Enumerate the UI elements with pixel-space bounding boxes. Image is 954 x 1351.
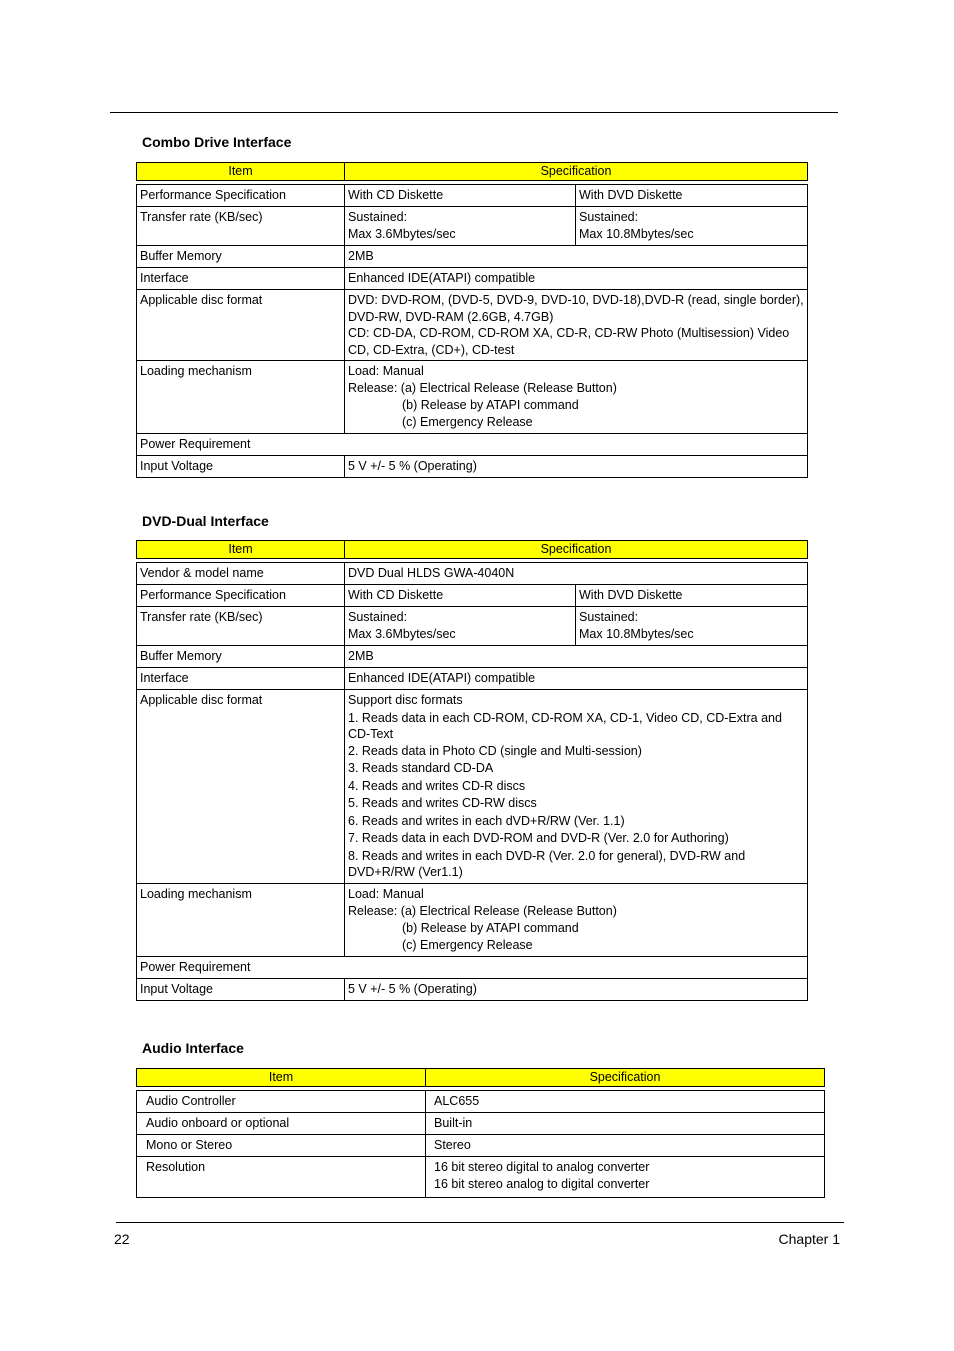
row-value: ALC655: [426, 1091, 825, 1113]
format-line: Support disc formats: [348, 693, 463, 707]
table-row: [137, 207, 808, 246]
format-line: 2. Reads data in Photo CD (single and Multi-session): [348, 743, 642, 758]
table-row: [137, 956, 808, 978]
combo-table: [136, 162, 808, 478]
format-line: 3. Reads standard CD-DA: [348, 761, 494, 775]
row-item: Buffer Memory: [137, 646, 345, 668]
row-value: 5 V +/- 5 % (Operating): [345, 978, 808, 1000]
row-item: Performance Specification: [137, 585, 345, 607]
row-value: Load: Manual Release: (a) Electrical Release (Release Button) (b) Release by ATAPI command (c) Emergency Release: [345, 361, 808, 434]
row-value: Sustained: Max 10.8Mbytes/sec: [576, 207, 808, 246]
row-item: Loading mechanism: [137, 361, 345, 434]
row-value: With DVD Diskette: [576, 585, 808, 607]
chapter-label: Chapter 1: [778, 1231, 840, 1247]
row-value: Stereo: [426, 1135, 825, 1157]
row-item: Applicable disc format: [137, 290, 345, 361]
combo-title: Combo Drive Interface: [142, 134, 292, 150]
row-item: Audio Controller: [137, 1091, 426, 1113]
table-row: [137, 185, 808, 207]
row-value: [345, 690, 808, 884]
table-row: [137, 456, 808, 478]
format-line: 8. Reads and writes in each DVD-R (Ver. 2.0 for general), DVD-RW and DVD+R/RW (Ver1.1): [348, 848, 746, 879]
table-row: [137, 883, 808, 956]
header-item: Item: [137, 1069, 426, 1087]
row-value: 2MB: [345, 646, 808, 668]
table-header-row: [137, 1069, 825, 1087]
table-row: [137, 607, 808, 646]
row-value: [345, 290, 808, 361]
row-item: Performance Specification: [137, 185, 345, 207]
dvd-title: DVD-Dual Interface: [142, 513, 269, 529]
format-line: 4. Reads and writes CD-R discs: [348, 778, 526, 793]
row-item: Input Voltage: [137, 978, 345, 1000]
header-spec: Specification: [426, 1069, 825, 1087]
table-row: [137, 1157, 825, 1198]
row-value: Sustained: Max 3.6Mbytes/sec: [345, 607, 576, 646]
header-spec: Specification: [345, 541, 808, 559]
row-value: Sustained: Max 10.8Mbytes/sec: [576, 607, 808, 646]
row-value: Enhanced IDE(ATAPI) compatible: [345, 268, 808, 290]
row-value: 5 V +/- 5 % (Operating): [345, 456, 808, 478]
row-item: Transfer rate (KB/sec): [137, 607, 345, 646]
row-item: Interface: [137, 668, 345, 690]
row-item: Audio onboard or optional: [137, 1113, 426, 1135]
row-item: Power Requirement: [137, 956, 808, 978]
row-value: With CD Diskette: [345, 585, 576, 607]
row-value: 16 bit stereo digital to analog converter 16 bit stereo analog to digital converter: [426, 1157, 825, 1198]
row-item: Buffer Memory: [137, 246, 345, 268]
format-line: 1. Reads data in each CD-ROM, CD-ROM XA, CD-1, Video CD, CD-Extra and CD-Text: [348, 710, 782, 741]
top-rule: [110, 112, 838, 113]
table-row: [137, 246, 808, 268]
table-row: [137, 585, 808, 607]
dvd-table: [136, 540, 808, 1001]
row-value: Built-in: [426, 1113, 825, 1135]
row-item: Vendor & model name: [137, 563, 345, 585]
row-value: Load: Manual Release: (a) Electrical Release (Release Button) (b) Release by ATAPI command (c) Emergency Release: [345, 883, 808, 956]
row-item: Resolution: [137, 1157, 426, 1198]
row-item: Interface: [137, 268, 345, 290]
table-row: [137, 268, 808, 290]
table-row: [137, 290, 808, 361]
row-item: Mono or Stereo: [137, 1135, 426, 1157]
table-header-row: [137, 541, 808, 559]
table-row: [137, 434, 808, 456]
bottom-rule: [116, 1222, 844, 1223]
format-line: 6. Reads and writes in each dVD+R/RW (Ver. 1.1): [348, 813, 625, 828]
table-header-row: [137, 163, 808, 181]
row-value: With CD Diskette: [345, 185, 576, 207]
table-row: [137, 563, 808, 585]
row-value: 2MB: [345, 246, 808, 268]
table-row: [137, 668, 808, 690]
format-line: 7. Reads data in each DVD-ROM and DVD-R (Ver. 2.0 for Authoring): [348, 831, 729, 845]
table-row: [137, 978, 808, 1000]
header-item: Item: [137, 163, 345, 181]
table-row: [137, 361, 808, 434]
table-row: [137, 1113, 825, 1135]
table-row: [137, 1091, 825, 1113]
format-line: CD: CD-DA, CD-ROM, CD-ROM XA, CD-R, CD-RW Photo (Multisession) Video CD, CD-Extra, (CD+), CD-test: [348, 326, 790, 357]
row-item: Transfer rate (KB/sec): [137, 207, 345, 246]
row-item: Power Requirement: [137, 434, 808, 456]
header-item: Item: [137, 541, 345, 559]
row-item: Input Voltage: [137, 456, 345, 478]
page-number: 22: [114, 1231, 130, 1247]
format-line: DVD: DVD-ROM, (DVD-5, DVD-9, DVD-10, DVD-18),DVD-R (read, single border), DVD-RW, DVD-RAM (2.6GB, 4.7GB): [348, 293, 804, 324]
format-line: 5. Reads and writes CD-RW discs: [348, 796, 537, 810]
table-row: [137, 1135, 825, 1157]
row-value: Enhanced IDE(ATAPI) compatible: [345, 668, 808, 690]
audio-title: Audio Interface: [142, 1040, 244, 1056]
row-value: With DVD Diskette: [576, 185, 808, 207]
audio-table: [136, 1068, 825, 1198]
row-value: DVD Dual HLDS GWA-4040N: [345, 563, 808, 585]
row-value: Sustained: Max 3.6Mbytes/sec: [345, 207, 576, 246]
row-item: Loading mechanism: [137, 883, 345, 956]
table-row: [137, 646, 808, 668]
row-item: Applicable disc format: [137, 690, 345, 884]
header-spec: Specification: [345, 163, 808, 181]
table-row: [137, 690, 808, 884]
